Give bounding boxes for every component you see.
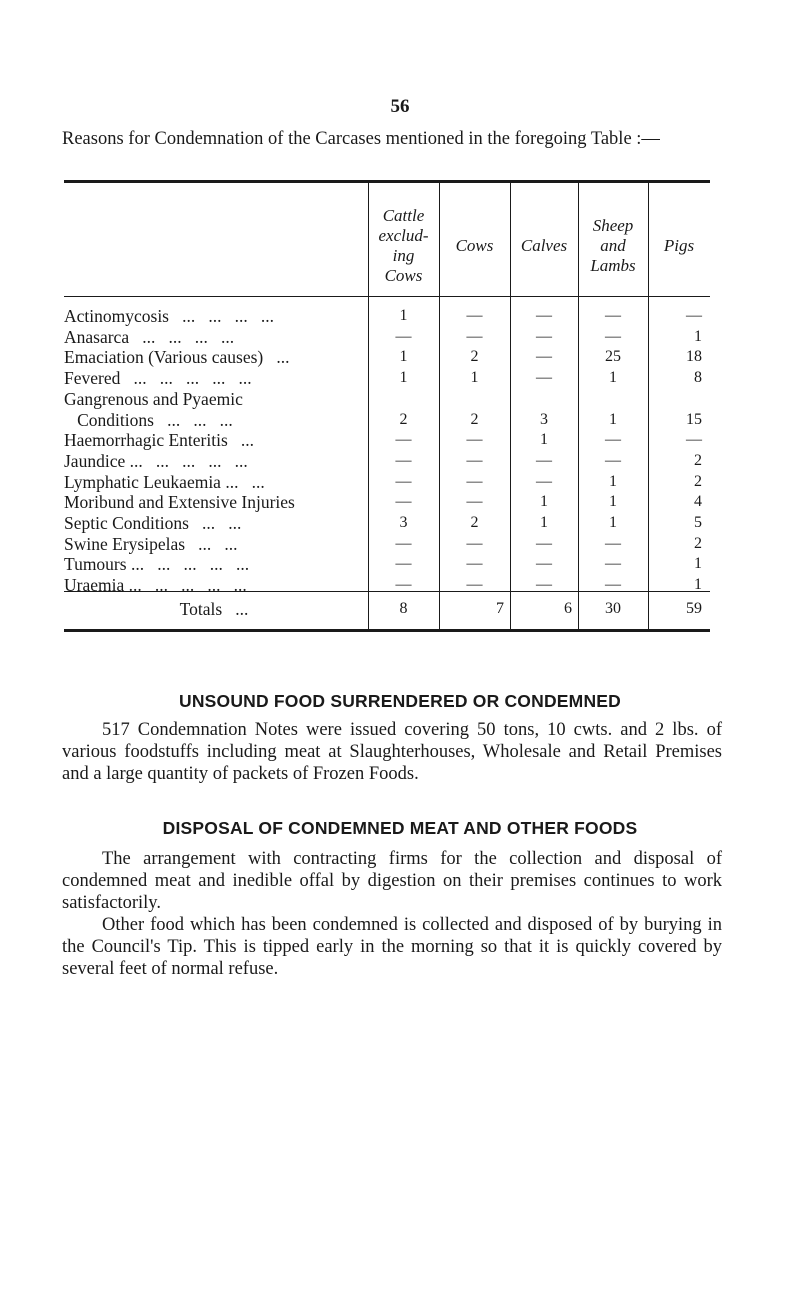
table-cell: —: [536, 451, 552, 469]
table-cell: —: [395, 493, 412, 511]
table-cell: 1: [470, 369, 479, 387]
table-row: [64, 347, 710, 367]
table-cell: —: [466, 534, 483, 552]
table-cell: —: [536, 534, 552, 552]
table-cell: 1: [609, 369, 617, 387]
table-cell: —: [395, 534, 412, 552]
column-header-sheep: Sheep and Lambs: [590, 216, 636, 275]
table-cell: —: [605, 555, 621, 573]
table-cell: —: [466, 451, 483, 469]
table-cell: —: [536, 472, 552, 490]
table-cell: 2: [470, 514, 479, 531]
table-bottom-rule: [64, 629, 710, 632]
table-cell: 1: [609, 514, 617, 531]
table-cell: 2: [470, 348, 479, 366]
section-heading-unsound-food: UNSOUND FOOD SURRENDERED OR CONDEMNED: [178, 691, 621, 711]
row-label: Jaundice ... ... ... ... ...: [64, 450, 248, 471]
table-cell: —: [605, 534, 621, 552]
table-cell: 1: [399, 348, 408, 366]
table-cell: —: [605, 327, 621, 345]
table-cell: —: [466, 576, 483, 594]
table-cell: —: [466, 472, 483, 490]
row-label: Lymphatic Leukaemia ... ...: [64, 471, 265, 492]
total-cows: 7: [496, 600, 504, 617]
table-cell: —: [395, 576, 412, 594]
table-header-rule: [64, 296, 710, 297]
table-row: [64, 327, 710, 347]
table-cell: 1: [694, 327, 702, 345]
table-row: [64, 554, 710, 574]
row-label: Swine Erysipelas ... ...: [64, 533, 238, 554]
table-top-rule: [64, 180, 710, 183]
table-cell: —: [605, 451, 621, 469]
table-row: [64, 472, 710, 492]
total-cattle: 8: [399, 600, 408, 617]
row-label: Anasarca ... ... ... ...: [64, 326, 235, 347]
table-cell: —: [536, 327, 552, 345]
table-row: [64, 389, 710, 409]
table-row: [64, 492, 710, 512]
row-label: Haemorrhagic Enteritis ...: [64, 430, 255, 451]
table-cell: 4: [694, 493, 702, 511]
column-header-calves: Calves: [520, 236, 568, 255]
paragraph: The arrangement with contracting firms for the collection and disposal of condemned meat and inedible offal by digestion on their premises continues to work satisfactorily.: [62, 849, 722, 913]
table-cell: 1: [399, 307, 408, 324]
total-calves: 6: [564, 600, 572, 617]
table-cell: —: [466, 493, 483, 511]
total-pigs: 59: [686, 600, 702, 617]
table-cell: —: [536, 576, 552, 594]
row-label: Moribund and Extensive Injuries: [64, 492, 295, 513]
section-heading-disposal: DISPOSAL OF CONDEMNED MEAT AND OTHER FOODS: [162, 818, 638, 838]
table-row: [64, 575, 710, 595]
totals-label: Totals ...: [179, 599, 249, 619]
table-cell: —: [466, 555, 483, 573]
table-cell: 18: [686, 348, 702, 366]
table-cell: —: [395, 555, 412, 573]
table-cell: 1: [609, 472, 617, 490]
table-cell: 1: [540, 514, 548, 531]
table-cell: —: [395, 431, 412, 449]
table-cell: 3: [399, 514, 408, 531]
totals-row: [64, 598, 710, 620]
page-number: 56: [390, 96, 410, 117]
row-label: Septic Conditions ... ...: [64, 513, 242, 533]
row-label: Uraemia ... ... ... ... ...: [64, 575, 247, 596]
table-cell: —: [466, 431, 483, 449]
table-cell: 1: [694, 576, 702, 594]
table-cell: —: [605, 431, 621, 449]
table-cell: 1: [540, 493, 548, 511]
table-row: [64, 513, 710, 533]
table-cell: 8: [694, 369, 702, 387]
table-row: [64, 534, 710, 554]
table-cell: 5: [694, 514, 702, 531]
table-cell: 2: [399, 410, 408, 428]
table-row: [64, 451, 710, 471]
table-cell: —: [536, 307, 552, 324]
column-header-cattle: Cattle exclud- ing Cows: [378, 206, 429, 285]
table-cell: —: [536, 369, 552, 387]
table-row: [64, 306, 710, 326]
table-row: [64, 368, 710, 388]
table-cell: 2: [470, 410, 479, 428]
table-cell: —: [686, 307, 702, 324]
table-row: [64, 430, 710, 450]
section-paragraph-disposal: [62, 848, 722, 980]
table-cell: —: [395, 451, 412, 469]
table-cell: 15: [686, 410, 702, 428]
paragraph: 517 Condemnation Notes were issued covering 50 tons, 10 cwts. and 2 lbs. of various foodstuffs including meat at Slaughterhouses, Wholesale and Retail Premises and a large quantity of packets of Frozen Foods.: [62, 720, 722, 784]
column-header-pigs: Pigs: [663, 236, 695, 255]
table-cell: —: [686, 431, 702, 449]
row-label: Fevered ... ... ... ... ...: [64, 368, 252, 389]
table-caption: Reasons for Condemnation of the Carcases mentioned in the foregoing Table :—: [62, 129, 660, 149]
row-label: Tumours ... ... ... ... ...: [64, 554, 250, 575]
table-cell: 2: [694, 534, 702, 552]
table-row: [64, 410, 710, 430]
column-header-cows: Cows: [455, 236, 494, 255]
table-cell: 1: [694, 555, 702, 573]
total-sheep: 30: [605, 600, 621, 617]
table-cell: 1: [399, 369, 408, 387]
table-cell: —: [605, 307, 621, 324]
condemnation-reasons-table: [64, 180, 710, 632]
table-cell: —: [536, 348, 552, 366]
table-cell: 3: [540, 410, 548, 428]
row-label: Actinomycosis ... ... ... ...: [64, 306, 274, 326]
paragraph: Other food which has been condemned is collected and disposed of by burying in the Council's Tip. This is tipped early in the morning so that it is quickly covered by several feet of normal refuse.: [62, 915, 722, 979]
table-cell: 25: [605, 348, 621, 366]
row-label: Conditions ... ... ...: [64, 409, 233, 430]
section-paragraph-unsound-food: [62, 719, 722, 785]
table-cell: 1: [609, 410, 617, 428]
table-cell: 1: [609, 493, 617, 511]
row-label: Emaciation (Various causes) ...: [64, 347, 290, 368]
table-cell: 2: [694, 451, 702, 469]
table-cell: —: [466, 327, 483, 345]
table-cell: 2: [694, 472, 702, 490]
table-cell: —: [536, 555, 552, 573]
table-cell: —: [395, 327, 412, 345]
table-cell: —: [395, 472, 412, 490]
table-cell: —: [605, 576, 621, 594]
table-cell: —: [466, 307, 483, 324]
table-cell: 1: [540, 431, 548, 449]
row-label: Gangrenous and Pyaemic: [64, 388, 243, 409]
